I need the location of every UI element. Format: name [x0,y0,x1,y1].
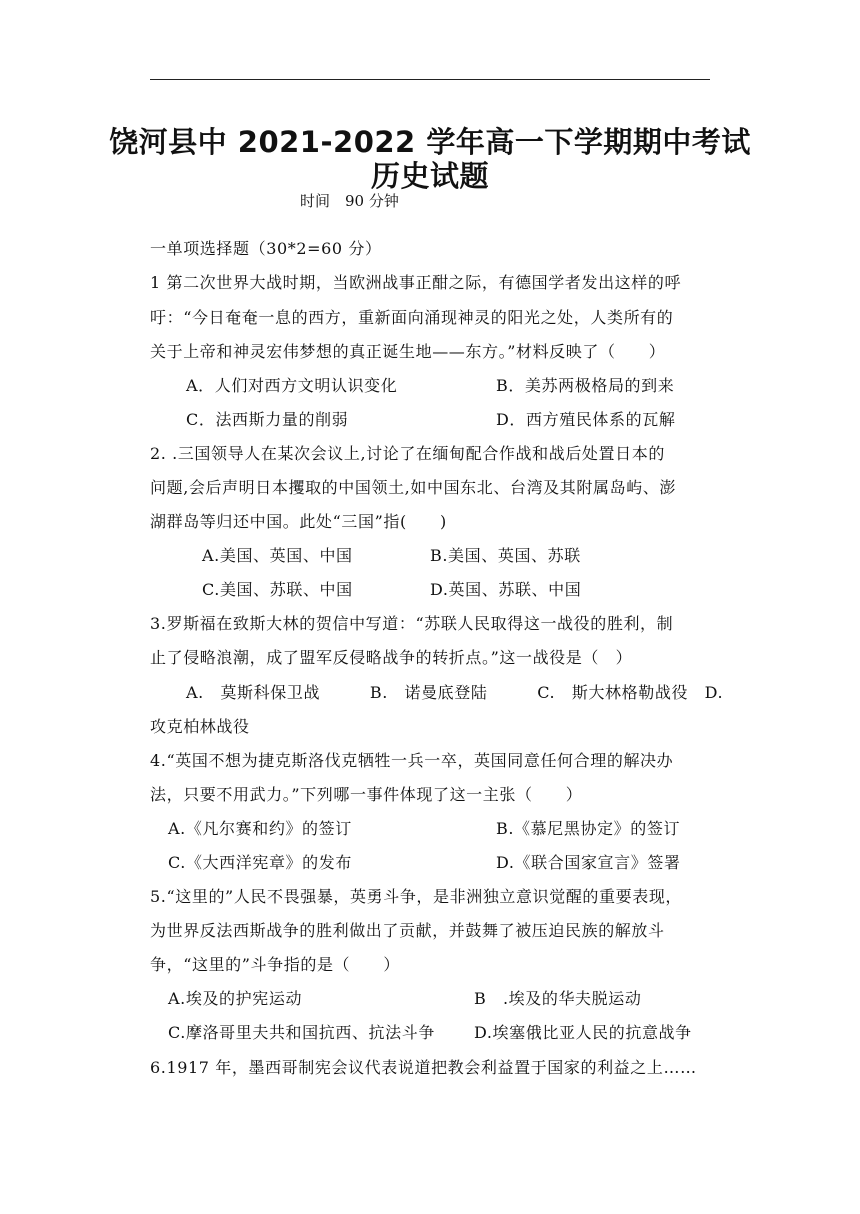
q2-option-a: A.美国、英国、中国 [202,546,353,565]
q1-option-a: A．人们对西方文明认识变化 [186,376,398,395]
q3-text-line: 止了侵略浪潮，成了盟军反侵略战争的转折点。”这一战役是（ ） [150,648,633,667]
q6-text-line: 6.1917 年，墨西哥制宪会议代表说道把教会利益置于国家的利益之上…… [150,1058,697,1077]
q4-text-line: 4.“英国不想为捷克斯洛伐克牺牲一兵一卒，英国同意任何合理的解决办 [150,751,674,770]
exam-time: 时间 90 分钟 [300,192,399,210]
q1-text-line: 吁：“今日奄奄一息的西方，重新面向涌现神灵的阳光之处，人类所有的 [150,308,674,327]
q2-option-b: B.美国、英国、苏联 [430,546,581,565]
q4-option-b: B.《慕尼黑协定》的签订 [496,819,681,838]
q5-option-a: A.埃及的护宪运动 [168,989,303,1008]
q2-text-line: 2. .三国领导人在某次会议上,讨论了在缅甸配合作战和战后处置日本的 [150,444,665,463]
q2-option-d: D.英国、苏联、中国 [430,580,582,599]
q3-text-line: 3.罗斯福在致斯大林的贺信中写道：“苏联人民取得这一战役的胜利，制 [150,614,674,633]
q5-option-b: B .埃及的华夫脱运动 [474,989,642,1008]
q3-options: A. 莫斯科保卫战 B. 诺曼底登陆 C. 斯大林格勒战役 D. [186,683,724,702]
page-title: 饶河县中 2021-2022 学年高一下学期期中考试 [109,125,751,159]
q4-text-line: 法，只要不用武力。”下列哪一事件体现了这一主张（ ） [150,785,583,804]
q5-text-line: 争，“这里的”斗争指的是（ ） [150,955,400,974]
q1-text-line: 关于上帝和神灵宏伟梦想的真正诞生地——东方。”材料反映了（ ） [150,342,666,361]
q5-text-line: 为世界反法西斯战争的胜利做出了贡献，并鼓舞了被压迫民族的解放斗 [150,921,665,940]
q3-option-d-cont: 攻克柏林战役 [150,717,250,736]
q1-option-d: D．西方殖民体系的瓦解 [496,410,676,429]
q2-option-c: C.美国、苏联、中国 [202,580,353,599]
page-subtitle: 历史试题 [370,159,489,193]
header-rule [150,79,710,80]
q1-option-c: C．法西斯力量的削弱 [186,410,349,429]
q5-option-c: C.摩洛哥里夫共和国抗西、抗法斗争 [168,1023,435,1042]
q1-option-b: B．美苏两极格局的到来 [496,376,675,395]
q5-option-d: D.埃塞俄比亚人民的抗意战争 [474,1023,692,1042]
q4-option-d: D.《联合国家宣言》签署 [496,853,681,872]
q4-option-a: A.《凡尔赛和约》的签订 [168,819,352,838]
q5-text-line: 5.“这里的”人民不畏强暴，英勇斗争，是非洲独立意识觉醒的重要表现， [150,887,683,906]
q2-text-line: 湖群岛等归还中国。此处“三国”指( ) [150,512,447,531]
section-heading: 一单项选择题（30*2=60 分） [150,239,382,258]
q4-option-c: C.《大西洋宪章》的发布 [168,853,352,872]
q2-text-line: 问题,会后声明日本攫取的中国领土,如中国东北、台湾及其附属岛屿、澎 [150,478,676,497]
q1-text-line: 1 第二次世界大战时期，当欧洲战事正酣之际，有德国学者发出这样的呼 [150,273,682,292]
